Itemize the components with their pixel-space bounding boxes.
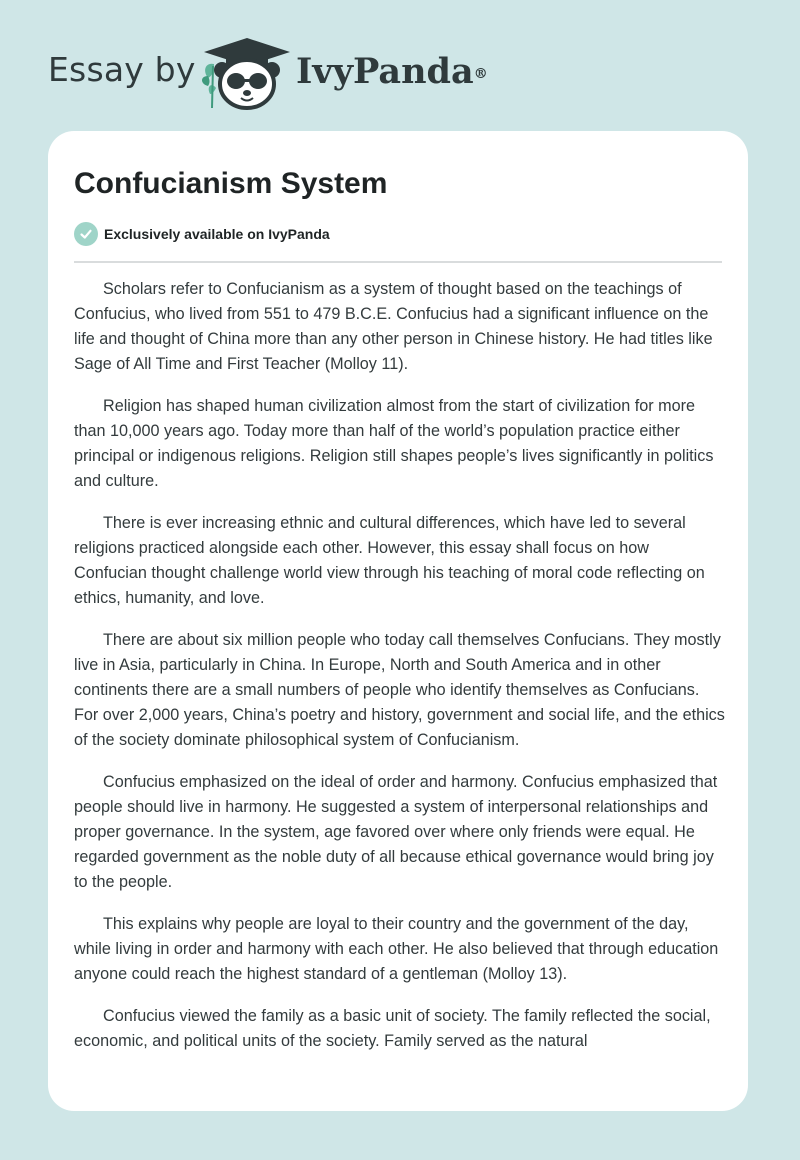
paragraph: Religion has shaped human civilization almost from the start of civilization for more than 10,000 years ago. Today more than half of the world’s population practice either principal or indigenous religions. Religion still shapes people’s lives significantly in politics and culture. [74,397,714,490]
check-icon [74,222,98,246]
essay-card [48,131,748,1111]
brand-name-text: IvyPanda [296,51,474,92]
registered-mark: ® [473,66,488,82]
panda-logo-icon[interactable] [200,36,294,110]
paragraph: Scholars refer to Confucianism as a system of thought based on the teachings of Confucius, who lived from 551 to 479 B.C.E. Confucius had a significant influence on the life and thought of China more than any other person in Chinese history. He had titles like Sage of All Time and First Teacher (Molloy 11). [74,280,713,373]
paragraph: This explains why people are loyal to their country and the government of the day, while living in order and harmony with each other. He also believed that through education anyone could reach the highest standard of a gentleman (Molloy 13). [74,915,719,983]
essay-by-label: Essay by [48,50,196,89]
divider [74,261,722,263]
site-header [0,0,800,130]
paragraph: Confucius emphasized on the ideal of order and harmony. Confucius emphasized that people should live in harmony. He suggested a system of interpersonal relationships and proper governance. In the system, age favored over where only friends were equal. He regarded government as the noble duty of all because ethical governance would bring joy to the people. [74,773,718,891]
paragraph: There are about six million people who today call themselves Confucians. They mostly live in Asia, particularly in China. In Europe, North and South America and in other continents there are a small numbers of people who identify themselves as Confucians. For over 2,000 years, China’s poetry and history, government and social life, and the ethics of the society dominate philosophical system of Confucianism. [74,631,725,749]
brand-name[interactable] [296,50,488,94]
essay-body [74,277,726,1071]
exclusive-badge [74,221,330,247]
paragraph: There is ever increasing ethnic and cultural differences, which have led to several religions practiced alongside each other. However, this essay shall focus on how Confucian thought challenge world view through his teaching of moral code reflecting on ethics, humanity, and love. [74,514,705,607]
paragraph: Confucius viewed the family as a basic unit of society. The family reflected the social, economic, and political units of the society. Family served as the natural [74,1007,711,1050]
exclusive-badge-label: Exclusively available on IvyPanda [104,226,330,242]
page-title: Confucianism System [74,167,388,200]
